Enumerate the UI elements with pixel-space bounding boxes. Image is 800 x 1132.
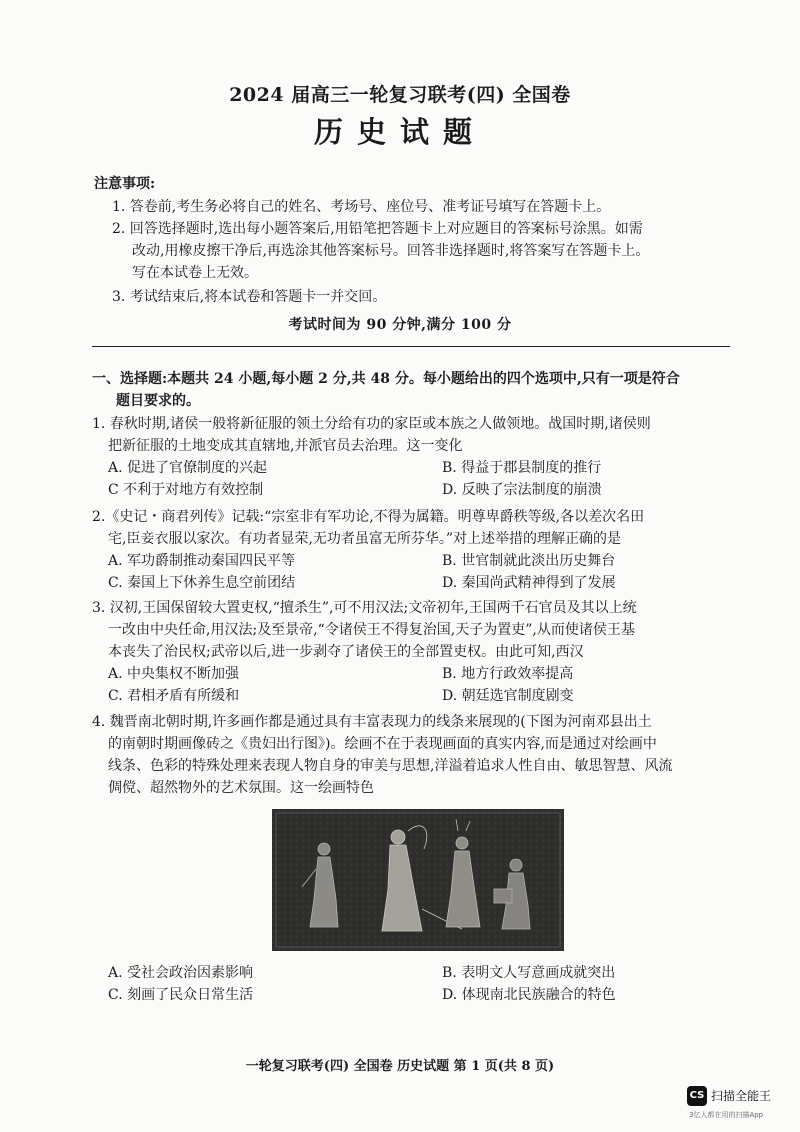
- exam-time: 考试时间为 90 分钟,满分 100 分: [288, 317, 512, 333]
- option-row: [92, 550, 738, 572]
- question-stem-line: 把新征服的土地变成其直辖地,并派官员去治理。这一变化: [108, 438, 463, 454]
- option-c: C. 君相矛盾有所缓和: [108, 688, 240, 704]
- notice-item-2-line-3: 写在本试卷上无效。: [132, 265, 258, 281]
- question-stem: [92, 413, 738, 457]
- page-footer: 一轮复习联考(四) 全国卷 历史试题 第 1 页(共 8 页): [245, 1059, 555, 1074]
- option-d: D. 反映了宗法制度的崩溃: [442, 482, 602, 498]
- question-stem-line: 倜傥、超然物外的艺术氛围。这一绘画特色: [108, 780, 374, 796]
- option-row: [92, 479, 738, 501]
- question-stem-line: 3. 汉初,王国保留较大置吏权,“擅杀生”,可不用汉法;文帝初年,王国两千石官员及其以上统: [92, 600, 637, 616]
- option-row: [92, 572, 738, 594]
- option-b: B. 世官制就此淡出历史舞台: [442, 553, 616, 569]
- option-c: C. 秦国上下休养生息空前团结: [108, 575, 296, 591]
- question-2: [92, 506, 738, 594]
- question-1: [92, 413, 738, 501]
- question-4-options: [92, 962, 738, 1006]
- option-b: B. 得益于郡县制度的推行: [442, 460, 602, 476]
- option-b: B. 地方行政效率提高: [442, 666, 574, 682]
- option-row: [92, 984, 738, 1006]
- option-d: D. 秦国尚武精神得到了发展: [442, 575, 616, 591]
- brick-relief-image: [272, 809, 564, 951]
- option-a: A. 促进了官僚制度的兴起: [108, 460, 268, 476]
- question-stem-line: 线条、色彩的特殊处理来表现人物自身的审美与思想,洋溢着追求人性自由、敏思智慧、风流: [108, 758, 673, 774]
- option-a: A. 中央集权不断加强: [108, 666, 240, 682]
- section-heading-line-2: 题目要求的。: [116, 393, 200, 409]
- question-stem-line: 一改由中央任命,用汉法;及至景帝,“令诸侯王不得复治国,天子为置吏”,从而使诸侯王基: [108, 622, 635, 638]
- option-c: C. 刻画了民众日常生活: [108, 987, 254, 1003]
- question-stem-line: 2.《史记・商君列传》记载:“宗室非有军功论,不得为属籍。明尊卑爵秩等级,各以差次名田: [92, 509, 645, 525]
- question-stem: [92, 711, 738, 799]
- notice-item-1: 1. 答卷前,考生务必将自己的姓名、考场号、座位号、准考证号填写在答题卡上。: [112, 199, 611, 215]
- question-stem-line: 1. 春秋时期,诸侯一般将新征服的领土分给有功的家臣或本族之人做领地。战国时期,诸侯则: [92, 416, 651, 432]
- notice-item-2-line-2: 改动,用橡皮擦干净后,再选涂其他答案标号。回答非选择题时,将答案写在答题卡上。: [132, 243, 650, 259]
- notice-heading: 注意事项:: [94, 176, 156, 192]
- option-row: [92, 663, 738, 685]
- notice-item-2-line-1: 2. 回答选择题时,选出每小题答案后,用铅笔把答题卡上对应题目的答案标号涂黑。如需: [112, 221, 643, 237]
- divider: [92, 346, 730, 347]
- option-row: [92, 457, 738, 479]
- notice-item-3: 3. 考试结束后,将本试卷和答题卡一并交回。: [112, 289, 387, 305]
- option-a: A. 军功爵制推动秦国四民平等: [108, 553, 296, 569]
- watermark-app-name: 扫描全能王: [711, 1089, 772, 1103]
- option-row: [92, 685, 738, 707]
- option-a: A. 受社会政治因素影响: [108, 965, 254, 981]
- section-heading: [92, 368, 738, 412]
- question-stem-line: 本丧失了治民权;武帝以后,进一步剥夺了诸侯王的全部置吏权。由此可知,西汉: [108, 644, 584, 660]
- question-3: [92, 597, 738, 707]
- question-stem-line: 的南朝时期画像砖之《贵妇出行图》)。绘画不在于表现画面的真实内容,而是通过对绘画中: [108, 736, 657, 752]
- question-stem: [92, 597, 738, 663]
- exam-title: 2024 届高三一轮复习联考(四) 全国卷: [229, 84, 571, 106]
- camscanner-logo-icon: CS: [687, 1086, 707, 1106]
- scanner-watermark: [687, 1086, 797, 1126]
- question-stem: [92, 506, 738, 550]
- question-stem-line: 4. 魏晋南北朝时期,许多画作都是通过具有丰富表现力的线条来展现的(下图为河南邓县出土: [92, 714, 652, 730]
- section-heading-line-1: 一、选择题:本题共 24 小题,每小题 2 分,共 48 分。每小题给出的四个选项中,只有一项是符合: [92, 371, 680, 387]
- question-4: [92, 711, 738, 799]
- option-d: D. 体现南北民族融合的特色: [442, 987, 616, 1003]
- option-row: [92, 962, 738, 984]
- subject-title: 历史试题: [313, 115, 486, 149]
- noble-lady-procession-picture: [272, 809, 564, 951]
- option-d: D. 朝廷选官制度剧变: [442, 688, 574, 704]
- watermark-tagline: 3亿人都在用的扫描App: [689, 1111, 764, 1119]
- option-c: C 不利于对地方有效控制: [108, 482, 264, 498]
- question-stem-line: 宅,臣妾衣服以家次。有功者显荣,无功者虽富无所芬华。”对上述举措的理解正确的是: [108, 531, 622, 547]
- notice-item-2: [112, 218, 762, 284]
- option-b: B. 表明文人写意画成就突出: [442, 965, 616, 981]
